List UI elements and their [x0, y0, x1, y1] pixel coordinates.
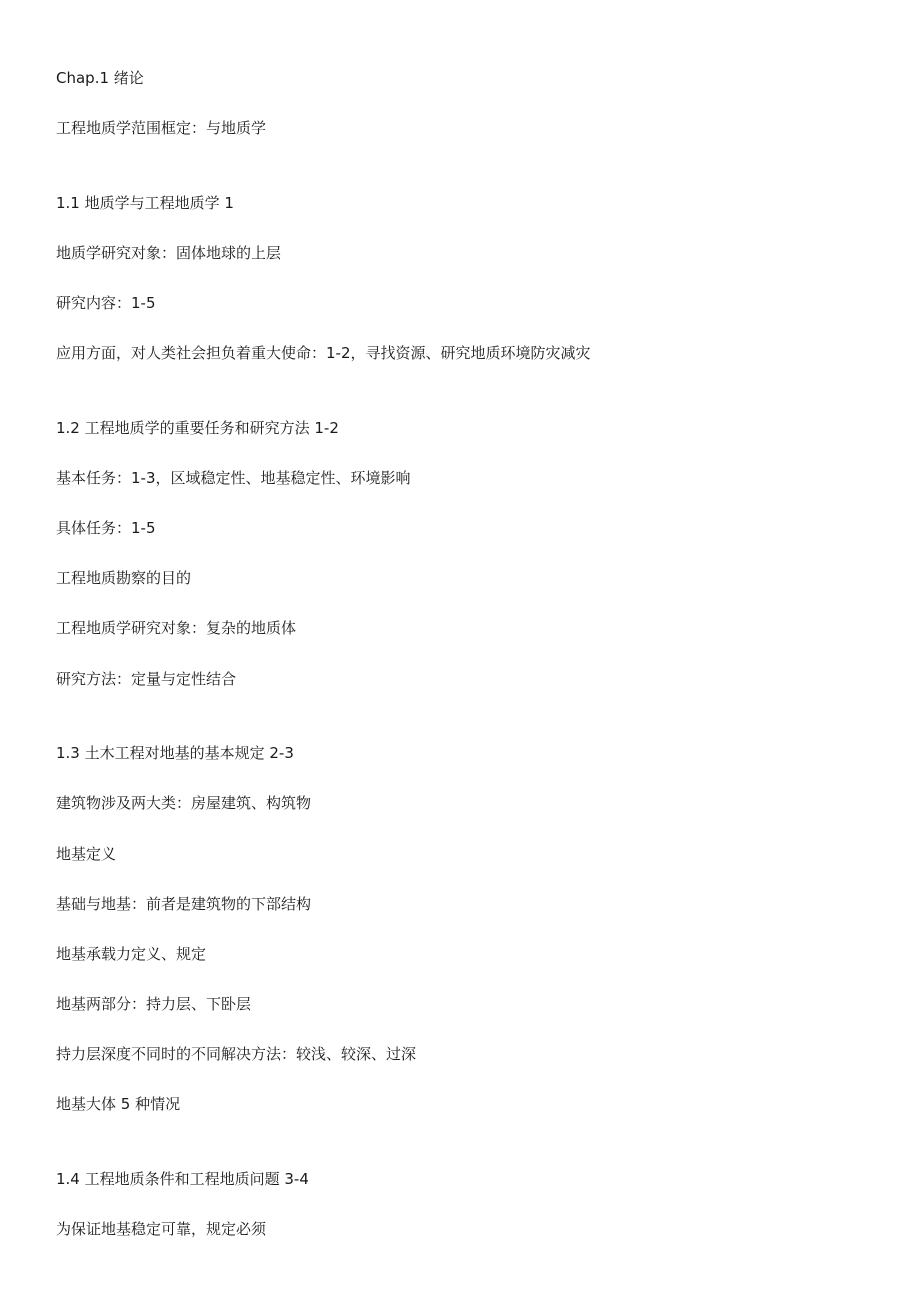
text-line: 地基两部分：持力层、下卧层 — [56, 995, 252, 1013]
text-line: 应用方面，对人类社会担负着重大使命：1-2，寻找资源、研究地质环境防灾减灾 — [56, 344, 591, 362]
text-line: 地基定义 — [56, 845, 117, 863]
text-line: 地质学研究对象：固体地球的上层 — [56, 244, 282, 262]
chapter-title: Chap.1 绪论 — [56, 69, 144, 87]
text-line: 具体任务：1-5 — [56, 519, 156, 537]
text-line: 建筑物涉及两大类：房屋建筑、构筑物 — [56, 794, 312, 812]
section-heading: 1.4 工程地质条件和工程地质问题 3-4 — [56, 1170, 309, 1188]
text-line: 研究方法：定量与定性结合 — [56, 670, 237, 688]
text-line: 基础与地基：前者是建筑物的下部结构 — [56, 895, 312, 913]
text-line: 研究内容：1-5 — [56, 294, 156, 312]
text-line: 工程地质学范围框定：与地质学 — [56, 119, 267, 137]
text-line: 地基大体 5 种情况 — [56, 1095, 181, 1113]
text-line: 持力层深度不同时的不同解决方法：较浅、较深、过深 — [56, 1045, 417, 1063]
text-line: 工程地质勘察的目的 — [56, 569, 192, 587]
section-heading: 1.1 地质学与工程地质学 1 — [56, 194, 234, 212]
section-heading: 1.3 土木工程对地基的基本规定 2-3 — [56, 744, 294, 762]
text-line: 工程地质学研究对象：复杂的地质体 — [56, 619, 297, 637]
text-line: 地基承载力定义、规定 — [56, 945, 207, 963]
text-line: 基本任务：1-3，区域稳定性、地基稳定性、环境影响 — [56, 469, 411, 487]
section-heading: 1.2 工程地质学的重要任务和研究方法 1-2 — [56, 419, 339, 437]
text-line: 为保证地基稳定可靠，规定必须 — [56, 1220, 267, 1238]
